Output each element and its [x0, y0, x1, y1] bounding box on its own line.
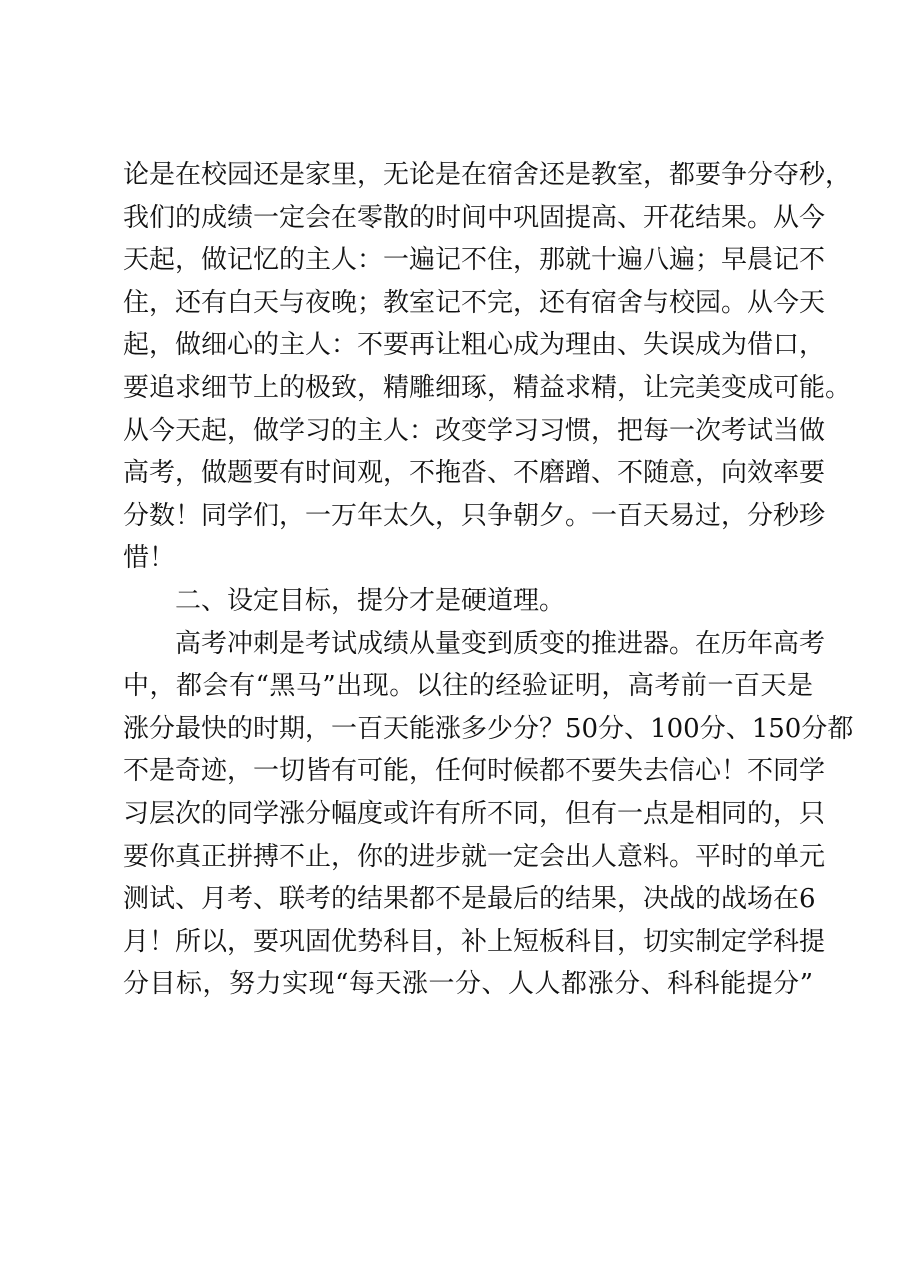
text-line: 要你真正拼搏不止，你的进步就一定会出人意料。平时的单元 [123, 841, 826, 872]
text-line: 高考冲刺是考试成绩从量变到质变的推进器。在历年高考 [175, 628, 826, 659]
paragraph-targets [123, 623, 854, 1006]
text-line: 天起，做记忆的主人：一遍记不住，那就十遍八遍；早晨记不 [123, 245, 826, 276]
text-line: 高考，做题要有时间观，不拖沓、不磨蹭、不随意，向效率要 [123, 458, 826, 489]
text-line: 分目标，努力实现“每天涨一分、人人都涨分、科科能提分” [123, 969, 813, 1000]
text-line: 分数！同学们，一万年太久，只争朝夕。一百天易过，分秒珍 [123, 500, 826, 531]
text-line: 起，做细心的主人：不要再让粗心成为理由、失误成为借口， [123, 330, 826, 361]
text-line: 要追求细节上的极致，精雕细琢，精益求精，让完美变成可能。 [123, 372, 852, 403]
text-line: 月！所以，要巩固优势科目，补上短板科目，切实制定学科提 [123, 926, 826, 957]
text-line: 涨分最快的时期，一百天能涨多少分？50分、100分、150分都 [123, 713, 854, 744]
text-line: 惜！ [123, 543, 176, 574]
text-line: 论是在校园还是家里，无论是在宿舍还是教室，都要争分夺秒， [123, 160, 852, 190]
document-body [123, 154, 854, 1006]
text-line: 测试、月考、联考的结果都不是最后的结果，决战的战场在6 [123, 884, 816, 915]
text-line: 我们的成绩一定会在零散的时间中巩固提高、开花结果。从今 [123, 202, 826, 233]
text-line: 中，都会有“黑马”出现。以往的经验证明，高考前一百天是 [123, 671, 813, 702]
text-line: 习层次的同学涨分幅度或许有所不同，但有一点是相同的，只 [123, 798, 826, 829]
text-line: 不是奇迹，一切皆有可能，任何时候都不要失去信心！不同学 [123, 756, 826, 787]
paragraph-continuation [123, 154, 852, 580]
section-heading: 二、设定目标，提分才是硬道理。 [175, 585, 566, 616]
text-line: 住，还有白天与夜晚；教室记不完，还有宿舍与校园。从今天 [123, 287, 826, 318]
text-line: 从今天起，做学习的主人：改变学习习惯，把每一次考试当做 [123, 415, 826, 446]
